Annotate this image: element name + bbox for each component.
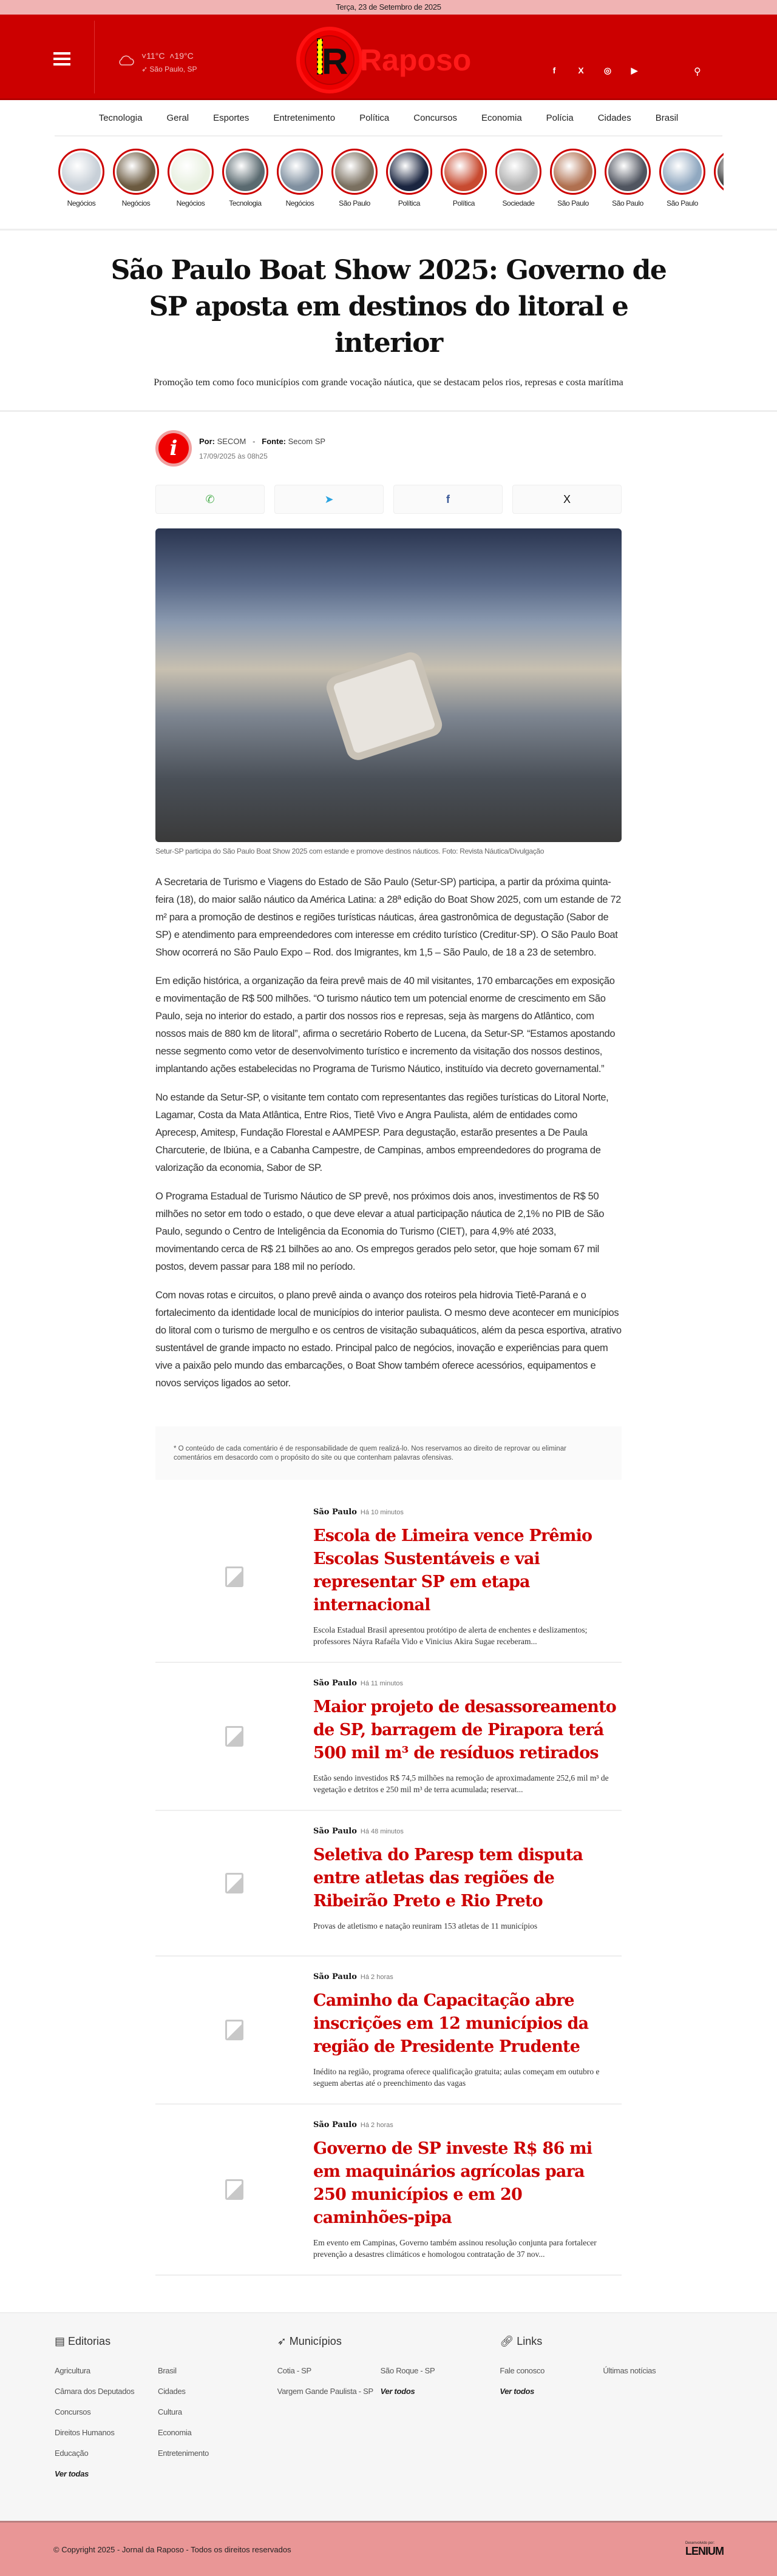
footer-link[interactable]: Agricultura xyxy=(55,2366,90,2375)
news-time: Há 10 minutos xyxy=(360,1509,404,1516)
share-x-button[interactable] xyxy=(512,485,622,514)
svg-text:R: R xyxy=(322,41,348,82)
article xyxy=(155,430,622,2276)
related-news-item[interactable] xyxy=(155,2105,622,2276)
article-body xyxy=(155,874,622,1392)
news-category[interactable]: São Paulo xyxy=(313,1827,357,1836)
related-news-item[interactable] xyxy=(155,1957,622,2105)
nav-item[interactable]: Brasil xyxy=(655,112,679,123)
instagram-icon[interactable]: ◎ xyxy=(603,66,612,75)
news-title[interactable]: Escola de Limeira vence Prêmio Escolas Sustentáveis e vai representar SP em etapa internacional xyxy=(313,1526,592,1614)
story-thumbnail xyxy=(714,149,724,195)
story-label: Sociedade xyxy=(502,199,535,207)
temp-min: 11°C xyxy=(146,51,165,61)
info-icon: i xyxy=(158,433,189,464)
footer-heading: Editorias xyxy=(68,2335,111,2347)
related-news-item[interactable] xyxy=(155,1811,622,1957)
news-category[interactable]: São Paulo xyxy=(313,1972,357,1981)
story-label: Negócios xyxy=(176,199,205,207)
nav-item[interactable]: Esportes xyxy=(213,112,249,123)
dev-logo: LENIUM xyxy=(685,2544,724,2557)
story-thumbnail xyxy=(113,149,159,195)
footer-link[interactable]: São Roque - SP xyxy=(380,2366,435,2375)
news-summary: Escola Estadual Brasil apresentou protótipo de alerta de enchentes e deslizamentos; professores Náyra Rafaéla Vido e Vinicius Akira Sugae receberam... xyxy=(313,1625,588,1646)
paragraph: O Programa Estadual de Turismo Náutico de SP prevê, nos próximos dois anos, investimentos de R$ 50 milhões no setor em todo o estado, o que deve elevar a atual participação náutica de 2,1% no PIB de São Paulo, segundo o Centro de Inteligência da Economia do Turismo (CIET), para 4,9% até 2033, movimentando cerca de R$ 21 bilhões ao ano. Os empregos gerados pelo setor, que hoje somam 67 mil postos, devem passar para 188 mil no período. xyxy=(155,1191,605,1272)
news-summary: Provas de atletismo e natação reuniram 153 atletas de 11 municípios xyxy=(313,1921,538,1930)
footer-municipios xyxy=(277,2335,500,2503)
newspaper-icon: ▤ xyxy=(55,2335,66,2347)
story-label: Negócios xyxy=(285,199,314,207)
image-placeholder-icon xyxy=(155,1971,313,2089)
story-item[interactable] xyxy=(714,149,724,229)
story-item[interactable] xyxy=(386,149,432,229)
story-label: São Paulo xyxy=(557,199,589,207)
author-name: SECOM xyxy=(217,436,246,446)
story-thumbnail xyxy=(605,149,651,195)
story-item[interactable] xyxy=(277,149,323,229)
news-summary: Inédito na região, programa oferece qualificação gratuita; aulas começam em outubro e seguem abertas até o preenchimento das vagas xyxy=(313,2067,600,2088)
related-news-list xyxy=(155,1492,622,2276)
nav-item[interactable]: Entretenimento xyxy=(273,112,336,123)
article-photo xyxy=(155,528,622,842)
share-bar xyxy=(155,485,622,514)
story-item[interactable] xyxy=(168,149,214,229)
news-category[interactable]: São Paulo xyxy=(313,1508,357,1517)
paragraph: Com novas rotas e circuitos, o plano prevê ainda o avanço dos roteiros pela hidrovia Tietê-Paraná e o fortalecimento da identidade local de municípios do interior paulista. O mesmo deve acontecer em municípios do litoral com o turismo de mergulho e os centros de visitação subaquáticos, além da pesca esportiva, atrativo sustentável de grande impacto no estado. Principal palco de negócios, inovação e experiências para quem vive a paixão pelo mundo das embarcações, o Boat Show também oferece acessórios, equipamentos e novos serviços ligados ao setor. xyxy=(155,1290,622,1389)
related-news-item[interactable] xyxy=(155,1663,622,1811)
telegram-icon: ➤ xyxy=(324,493,334,505)
footer-heading: Municípios xyxy=(289,2335,342,2347)
story-thumbnail xyxy=(331,149,378,195)
news-title[interactable]: Maior projeto de desassoreamento de SP, barragem de Pirapora terá 500 mil m³ de resíduos retirados xyxy=(313,1698,616,1762)
copyright-bar xyxy=(0,2521,777,2576)
footer-link[interactable]: Câmara dos Deputados xyxy=(55,2387,135,2396)
story-item[interactable] xyxy=(550,149,596,229)
publish-date: 17/09/2025 às 08h25 xyxy=(199,451,268,460)
site-footer xyxy=(0,2312,777,2521)
main-nav xyxy=(0,100,777,135)
news-category[interactable]: São Paulo xyxy=(313,1679,357,1688)
cloud-icon xyxy=(117,53,134,66)
x-icon: X xyxy=(563,493,571,505)
footer-link[interactable]: Vargem Gande Paulista - SP xyxy=(277,2387,373,2396)
article-subtitle: Promoção tem como foco municípios com grande vocação náutica, que se destacam pelos rios, represas e costa marítima xyxy=(154,377,623,388)
paragraph: A Secretaria de Turismo e Viagens do Estado de São Paulo (Setur-SP) participa, a partir da próxima quinta-feira (18), do maior salão náutico da América Latina: a 28ª edição do Boat Show 2025, com um estande de 72 m² para a promoção de destinos e regiões turísticas náuticas, área gastronômica de degustação (Sabor de SP) e atendimento para empreendedores com interesse em crédito turístico (Creditur-SP). O São Paulo Boat Show ocorrerá no São Paulo Expo – Rod. dos Imigrantes, km 1,5 – São Paulo, de 18 a 23 de setembro. xyxy=(155,877,622,958)
footer-link[interactable]: Fale conosco xyxy=(500,2366,545,2375)
footer-link[interactable]: Cidades xyxy=(158,2387,186,2396)
stories-carousel[interactable] xyxy=(0,137,724,229)
story-item[interactable] xyxy=(495,149,541,229)
story-thumbnail xyxy=(222,149,268,195)
story-label: Negócios xyxy=(67,199,96,207)
story-label: Tecnologia xyxy=(229,199,262,207)
story-label: São Paulo xyxy=(667,199,698,207)
nav-item[interactable]: Cidades xyxy=(597,112,631,123)
story-label: São Paulo xyxy=(339,199,370,207)
footer-link[interactable]: Entretenimento xyxy=(158,2449,209,2458)
weather-widget: ˅11°C ˄19°C ➶ São Paulo, SP xyxy=(117,53,134,68)
story-thumbnail xyxy=(386,149,432,195)
footer-link[interactable]: Educação xyxy=(55,2449,89,2458)
footer-link[interactable]: Cultura xyxy=(158,2407,182,2416)
facebook-icon[interactable]: f xyxy=(552,66,556,75)
news-summary: Em evento em Campinas, Governo também assinou resolução conjunta para fortalecer prevenção a desastres climáticos e homologou contratação de 37 nov... xyxy=(313,2238,597,2259)
nav-item[interactable]: Polícia xyxy=(546,112,574,123)
navigation-arrow-icon: ➶ xyxy=(277,2335,287,2347)
date-bar xyxy=(0,0,777,15)
story-thumbnail xyxy=(441,149,487,195)
news-time: Há 48 minutos xyxy=(360,1828,404,1835)
story-label: Política xyxy=(398,199,421,207)
youtube-icon[interactable]: ▶ xyxy=(631,66,638,75)
nav-item[interactable]: Geral xyxy=(166,112,189,123)
story-thumbnail xyxy=(277,149,323,195)
author-block: i Por: SECOM - Fonte: Secom SP 17/09/2025 às 08h25 xyxy=(155,430,622,467)
location-icon: ➶ xyxy=(141,65,148,73)
divider xyxy=(94,21,95,93)
news-time: Há 2 horas xyxy=(360,1974,393,1981)
current-date: Terça, 23 de Setembro de 2025 xyxy=(336,2,441,12)
author-label: Por: xyxy=(199,436,215,446)
story-item[interactable] xyxy=(659,149,705,229)
share-whatsapp-button[interactable] xyxy=(155,485,265,514)
story-label: Negócios xyxy=(121,199,151,207)
image-placeholder-icon xyxy=(155,1506,313,1647)
related-news-item[interactable] xyxy=(155,1492,622,1663)
footer-link[interactable]: Últimas notícias xyxy=(603,2366,656,2375)
footer-link[interactable]: Concursos xyxy=(55,2407,91,2416)
footer-link[interactable]: Brasil xyxy=(158,2366,177,2375)
see-all-link[interactable]: Ver todos xyxy=(500,2387,535,2396)
photo-caption: Setur-SP participa do São Paulo Boat Show 2025 com estande e promove destinos náuticos. Foto: Revista Náutica/Divulgação xyxy=(155,847,545,855)
author-avatar xyxy=(155,430,192,467)
story-label: Política xyxy=(452,199,475,207)
facebook-icon: f xyxy=(446,493,450,505)
source-label: Fonte: xyxy=(262,436,287,446)
see-all-link[interactable]: Ver todos xyxy=(380,2387,415,2396)
site-header xyxy=(0,15,777,100)
story-item[interactable] xyxy=(58,149,104,229)
image-placeholder-icon xyxy=(155,1826,313,1941)
x-icon[interactable]: X xyxy=(578,66,584,75)
link-icon: 🔗︎ xyxy=(500,2335,514,2347)
developer-credit[interactable] xyxy=(685,2541,724,2558)
story-item[interactable] xyxy=(113,149,159,229)
comments-disclaimer: * O conteúdo de cada comentário é de responsabilidade de quem realizá-lo. Nos reservamos ao direito de reprovar ou eliminar comentários em desacordo com o propósito do site ou que contenham palavras ofensivas. xyxy=(155,1426,622,1480)
weather-city: São Paulo, SP xyxy=(149,65,197,73)
footer-link[interactable]: Cotia - SP xyxy=(277,2366,311,2375)
site-logo[interactable] xyxy=(296,21,478,99)
image-placeholder-icon xyxy=(155,2119,313,2260)
footer-links xyxy=(500,2335,722,2503)
story-thumbnail xyxy=(168,149,214,195)
footer-link[interactable]: Economia xyxy=(158,2428,192,2437)
story-item[interactable] xyxy=(331,149,378,229)
share-telegram-button[interactable] xyxy=(274,485,384,514)
news-title[interactable]: Seletiva do Paresp tem disputa entre atletas das regiões de Ribeirão Preto e Rio Preto xyxy=(313,1846,583,1910)
paragraph: No estande da Setur-SP, o visitante tem contato com representantes das regiões turísticas do Litoral Norte, Lagamar, Costa da Mata Atlântica, Entre Rios, Tietê Vivo e Angra Paulista, além de entidades como Aprecesp, Amitesp, Fundação Florestal e AAMPESP. Para degustação, estarão presentes a De Paula Charcuterie, de Ibiúna, e a Cabanha Campestre, de Campinas, ambos empreendedores do programa de valorização da economia, Sabor de SP. xyxy=(155,1092,609,1173)
news-title[interactable]: Caminho da Capacitação abre inscrições em 12 municípios da região de Presidente Prudente xyxy=(313,1991,589,2056)
image-placeholder-icon xyxy=(155,1677,313,1795)
footer-heading: Links xyxy=(517,2335,543,2347)
see-all-link[interactable]: Ver todas xyxy=(55,2469,89,2478)
story-thumbnail xyxy=(495,149,541,195)
source-name: Secom SP xyxy=(288,436,326,446)
news-title[interactable]: Governo de SP investe R$ 86 mi em maquinários agrícolas para 250 municípios e em 20 caminhões-pipa xyxy=(313,2139,592,2227)
story-label: São Paulo xyxy=(612,199,643,207)
share-facebook-button[interactable] xyxy=(393,485,503,514)
nav-item[interactable]: Tecnologia xyxy=(98,112,143,123)
story-item[interactable] xyxy=(222,149,268,229)
divider xyxy=(0,410,777,412)
news-summary: Estão sendo investidos R$ 74,5 milhões na remoção de aproximadamente 252,6 mil m³ de vegetação e detritos e 250 mil m³ de terra acumulada; reservat... xyxy=(313,1773,609,1794)
news-time: Há 2 horas xyxy=(360,2122,393,2129)
nav-item[interactable]: Economia xyxy=(481,112,522,123)
article-title: São Paulo Boat Show 2025: Governo de SP aposta em destinos do litoral e interior xyxy=(110,255,667,359)
hamburger-menu-button[interactable] xyxy=(53,52,70,67)
story-thumbnail xyxy=(58,149,104,195)
divider xyxy=(0,229,777,231)
news-category[interactable]: São Paulo xyxy=(313,2120,357,2129)
whatsapp-icon: ✆ xyxy=(205,493,215,505)
copyright-text: © Copyright 2025 - Jornal da Raposo - Todos os direitos reservados xyxy=(53,2544,291,2554)
paragraph: Em edição histórica, a organização da feira prevê mais de 40 mil visitantes, 170 embarcações em exposição e movimentação de R$ 500 milhões. “O turismo náutico tem um potencial enorme de crescimento em São Paulo, seja no interior do estado, a partir dos nossos rios e represas, seja às margens do Atlântico, com nossos mais de 880 km de litoral”, afirma o secretário Roberto de Lucena, da Setur-SP. “Estamos apostando nesse segmento como vetor de desenvolvimento turístico e incremento da visitação dos nossos destinos, implantando ações estabelecidas no Programa de Turismo Náutico, instituído via decreto governamental.” xyxy=(155,976,616,1074)
nav-item[interactable]: Concursos xyxy=(413,112,457,123)
footer-link[interactable]: Direitos Humanos xyxy=(55,2428,115,2437)
nav-item[interactable]: Política xyxy=(359,112,390,123)
story-thumbnail xyxy=(659,149,705,195)
logo-text: Raposo xyxy=(360,43,472,77)
social-links xyxy=(549,66,639,76)
temp-max: 19°C xyxy=(174,51,194,61)
news-time: Há 11 minutos xyxy=(360,1680,404,1687)
story-thumbnail xyxy=(550,149,596,195)
footer-editorias xyxy=(55,2335,277,2503)
search-icon[interactable]: ⚲ xyxy=(694,67,701,77)
story-item[interactable] xyxy=(441,149,487,229)
story-item[interactable] xyxy=(605,149,651,229)
dev-label: Desenvolvido por: xyxy=(685,2541,715,2545)
